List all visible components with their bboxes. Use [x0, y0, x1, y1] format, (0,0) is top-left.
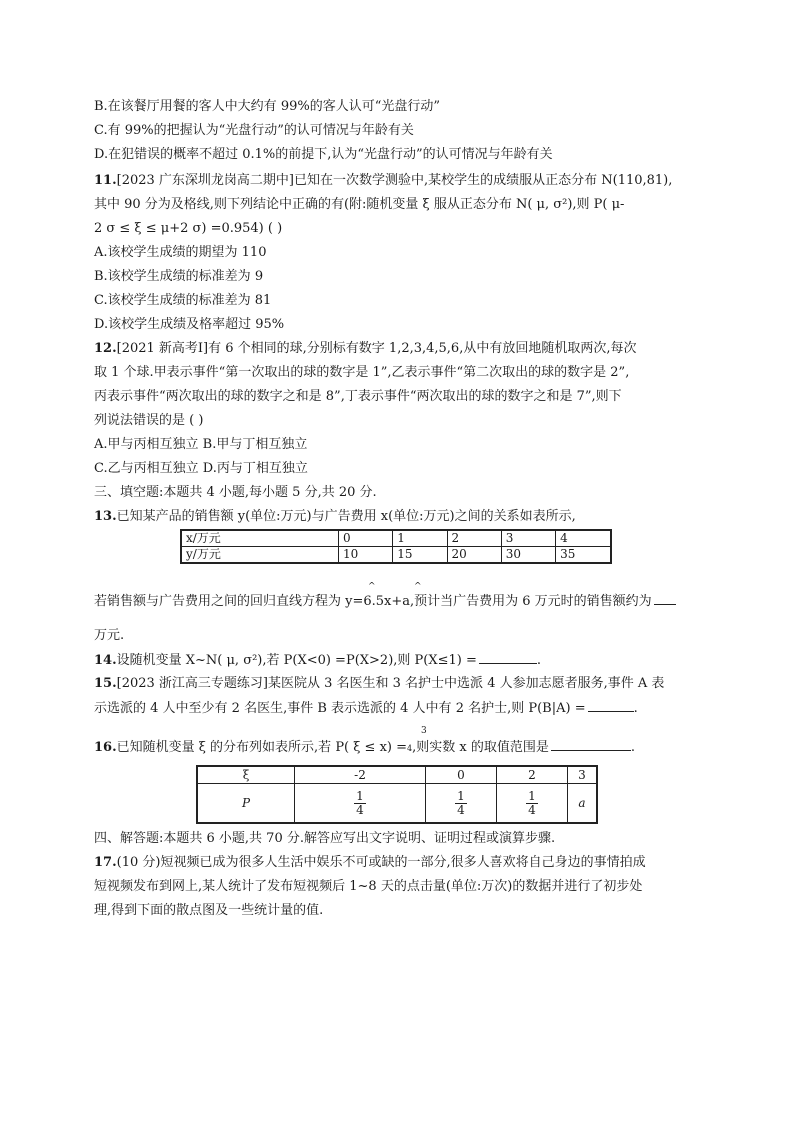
question-17-line-2: 短视频发布到网上,某人统计了发布短视频后 1~8 天的点击量(单位:万次)的数据并进行了初步处 [94, 879, 643, 894]
question-13-number: 13. [94, 509, 117, 524]
question-16-number: 16. [94, 740, 117, 755]
sales-table-cell: 2 [447, 530, 501, 547]
question-15-text-b: 示选派的 4 人中至少有 2 名医生,事件 B 表示选派的 4 人中有 2 名护士,则 P(B|A) = [94, 701, 586, 716]
section-4-heading: 四、解答题:本题共 6 小题,共 70 分.解答应写出文字说明、证明过程或演算步骤. [94, 831, 556, 846]
question-14-line: 14.设随机变量 X~N( μ, σ²),若 P(X<0) =P(X>2),则 P(X≤1) = . [94, 653, 542, 668]
distribution-table [196, 765, 598, 824]
question-14-text: 设随机变量 X~N( μ, σ²),若 P(X<0) =P(X>2),则 P(X≤1) = [116, 653, 477, 668]
sales-table-header-y: y/万元 [181, 547, 339, 564]
question-12-line-2: 取 1 个球.甲表示事件“第一次取出的球的数字是 1”,乙表示事件“第二次取出的球的数字是 2”, [94, 365, 630, 380]
question-14-number: 14. [94, 653, 117, 668]
question-17-text-a: (10 分)短视频已成为很多人生活中娱乐不可或缺的一部分,很多人喜欢将自己身边的事情拍成 [116, 855, 646, 870]
question-12-line-3: 丙表示事件“两次取出的球的数字之和是 8”,丁表示事件“两次取出的球的数字之和是 7”,则下 [94, 389, 622, 404]
probability-fraction: $\frac{1}{4}$ [457, 788, 465, 817]
question-12-options-ab: A.甲与丙相互独立 B.甲与丁相互独立 [94, 437, 308, 452]
question-15-text-a: [2023 浙江高三专题练习]某医院从 3 名医生和 3 名护士中选派 4 人参加志愿者服务,事件 A 表 [116, 676, 665, 691]
fraction-3-over-4: 3 [421, 726, 427, 736]
option-c-q10: C.有 99%的把握认为“光盘行动”的认可情况与年龄有关 [94, 123, 414, 138]
question-11-line-2: 其中 90 分为及格线,则下列结论中正确的有(附:随机变量 ξ 服从正态分布 N( μ, σ²),则 P( μ- [94, 197, 625, 212]
probability-fraction: $\frac{1}{4}$ [356, 788, 364, 817]
answer-blank-14[interactable] [479, 651, 537, 664]
distribution-table-cell: 2 [497, 766, 568, 784]
distribution-table-header: ξ [197, 766, 295, 784]
option-d-q10: D.在犯错误的概率不超过 0.1%的前提下,认为“光盘行动”的认可情况与年龄有关 [94, 147, 553, 162]
distribution-table-cell: 0 [426, 766, 497, 784]
question-13-line-1 [94, 508, 576, 526]
question-13-text-a: 已知某产品的销售额 y(单位:万元)与广告费用 x(单位:万元)之间的关系如表所示, [116, 509, 576, 524]
question-11-line-1 [94, 172, 672, 190]
distribution-table-cell [426, 784, 497, 824]
question-13-line-2 [94, 592, 676, 611]
question-15-line-1 [94, 675, 664, 693]
sales-table-row-x [181, 530, 611, 547]
question-12-options-cd: C.乙与丙相互独立 D.丙与丁相互独立 [94, 461, 308, 476]
question-11-option-c: C.该校学生成绩的标准差为 81 [94, 293, 272, 308]
sales-table-row-y [181, 547, 611, 564]
distribution-table-header: P [197, 784, 295, 824]
question-11-number: 11. [94, 173, 117, 188]
sales-table-cell: 0 [339, 530, 393, 547]
sales-table-cell: 1 [393, 530, 447, 547]
distribution-table-cell: 3 [568, 766, 598, 784]
question-15-line-2: 示选派的 4 人中至少有 2 名医生,事件 B 表示选派的 4 人中有 2 名护士,则 P(B|A) = . [94, 701, 638, 716]
question-12-line-1 [94, 340, 636, 358]
question-11-option-d: D.该校学生成绩及格率超过 95% [94, 317, 285, 332]
question-15-number: 15. [94, 676, 117, 691]
answer-blank-15[interactable] [588, 699, 634, 712]
hat-symbol-y: ^ [368, 582, 376, 592]
distribution-table-row-values [197, 766, 597, 784]
sales-table-cell: 35 [556, 547, 611, 564]
section-3-heading: 三、填空题:本题共 4 小题,每小题 5 分,共 20 分. [94, 485, 377, 500]
option-b-q10: B.在该餐厅用餐的客人中大约有 99%的客人认可“光盘行动” [94, 99, 441, 114]
answer-blank-16[interactable] [551, 738, 631, 751]
question-12-line-4: 列说法错误的是 ( ) [94, 413, 204, 428]
distribution-table-cell [295, 784, 426, 824]
sales-table-cell: 15 [393, 547, 447, 564]
question-16-text-b: ,则实数 x 的取值范围是 [412, 740, 549, 755]
question-16-line: 16.已知随机变量 ξ 的分布列如表所示,若 P( ξ ≤ x) =4,则实数 x 的取值范围是 . [94, 740, 635, 755]
sales-table [180, 529, 612, 564]
distribution-table-row-probabilities [197, 784, 597, 824]
distribution-table-cell: -2 [295, 766, 426, 784]
question-17-line-1 [94, 854, 646, 872]
sales-table-cell: 20 [447, 547, 501, 564]
question-11-text-a: [2023 广东深圳龙岗高二期中]已知在一次数学测验中,某校学生的成绩服从正态分布 N(110,81), [116, 173, 673, 188]
question-16-text-a: 已知随机变量 ξ 的分布列如表所示,若 P( ξ ≤ x) = [116, 740, 408, 755]
question-17-line-3: 理,得到下面的散点图及一些统计量的值. [94, 903, 324, 918]
question-12-text-a: [2021 新高考Ⅰ]有 6 个相同的球,分别标有数字 1,2,3,4,5,6,从中有放回地随机取两次,每次 [116, 341, 637, 356]
probability-fraction: $\frac{1}{4}$ [528, 788, 536, 817]
sales-table-cell: 3 [501, 530, 555, 547]
fraction-denominator: 4 [407, 744, 413, 753]
sales-table-cell: 10 [339, 547, 393, 564]
sales-table-cell: 4 [556, 530, 611, 547]
question-17-number: 17. [94, 855, 117, 870]
question-11-option-a: A.该校学生成绩的期望为 110 [94, 245, 267, 260]
answer-blank-13[interactable] [654, 592, 676, 605]
distribution-table-cell [497, 784, 568, 824]
question-11-option-b: B.该校学生成绩的标准差为 9 [94, 269, 264, 284]
sales-table-cell: 30 [501, 547, 555, 564]
distribution-table-cell: a [568, 784, 598, 824]
question-11-line-3: 2 σ ≤ ξ ≤ μ+2 σ) =0.954) ( ) [94, 221, 283, 236]
question-13-line-3: 万元. [94, 628, 125, 643]
hat-symbol-a: ^ [414, 582, 422, 592]
question-13-text-b: 若销售额与广告费用之间的回归直线方程为 y=6.5x+a,预计当广告费用为 6 万元时的销售额约为 [94, 594, 652, 609]
sales-table-header-x: x/万元 [181, 530, 339, 547]
question-12-number: 12. [94, 341, 117, 356]
